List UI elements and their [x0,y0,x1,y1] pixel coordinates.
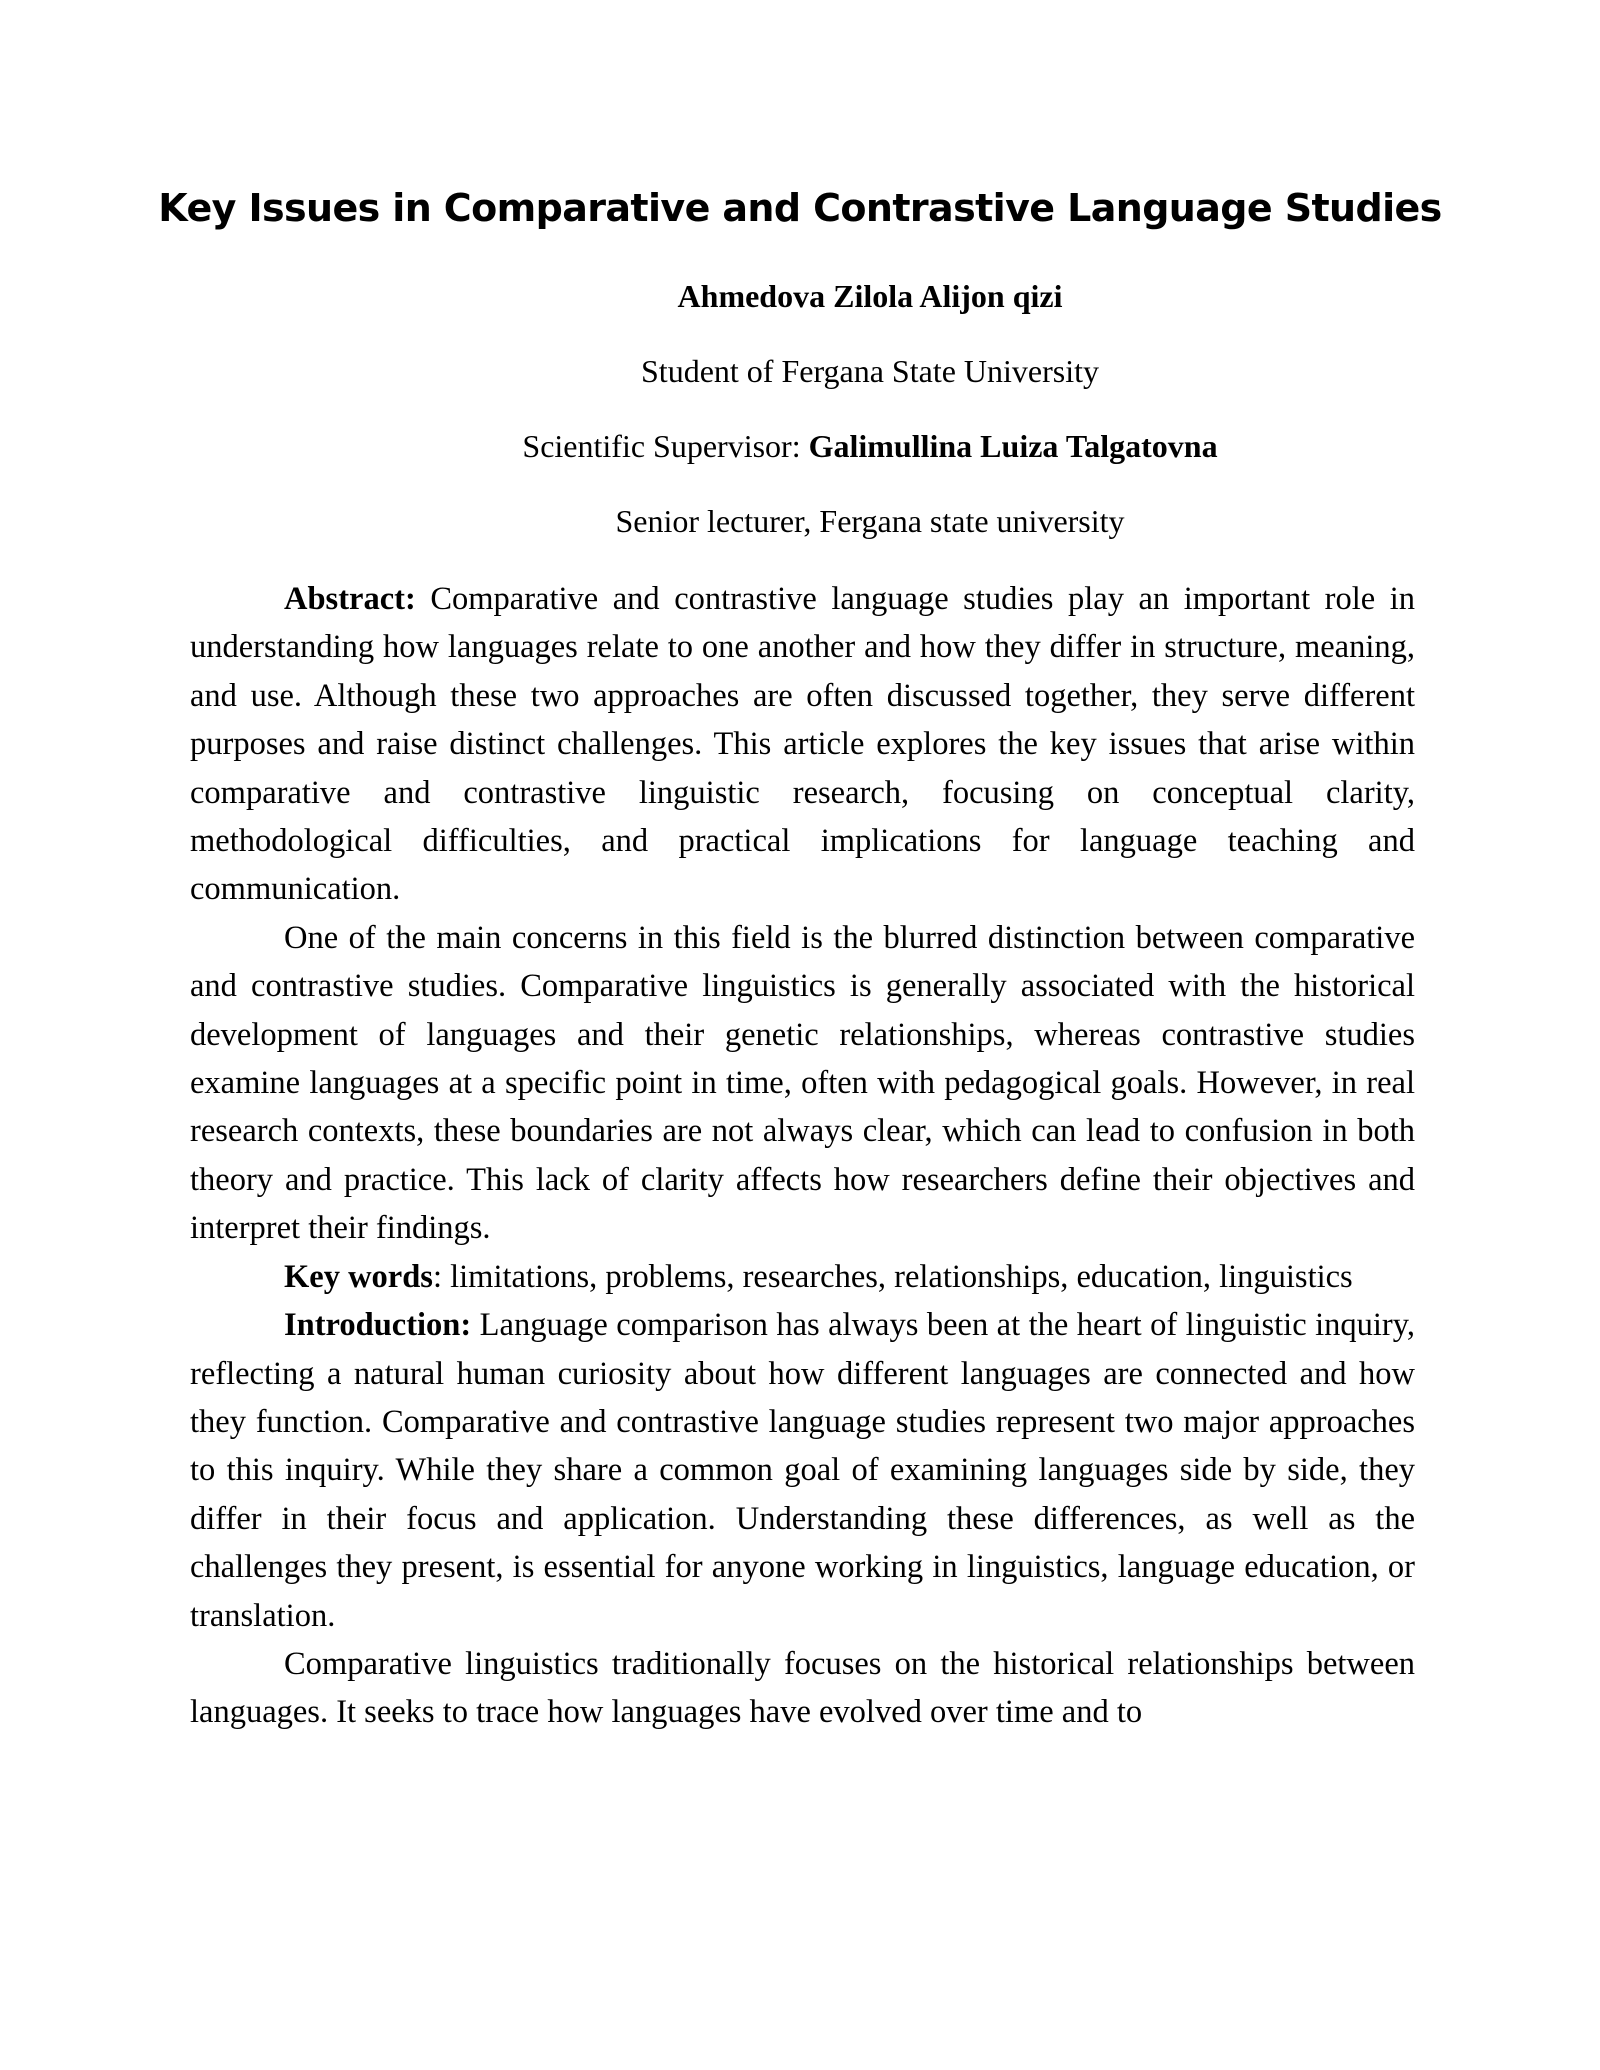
author-affiliation: Student of Fergana State University [641,353,1099,389]
author-name: Ahmedova Zilola Alijon qizi [677,278,1063,314]
body-paragraph-comparative: Comparative linguistics traditionally focuses on the historical relationships between languages. It seeks to trace how languages have evolved over time and to [190,1645,1415,1731]
keywords-text: : limitations, problems, researches, relationships, education, linguistics [432,1258,1353,1295]
body-paragraph-distinction: One of the main concerns in this field is the blurred distinction between comparative and contrastive studies. Comparative linguistics is generally associated with the historical development of languages and their genetic relationships, whereas contrastive studies examine languages at a specific point in time, often with pedagogical goals. However, in real research contexts, these boundaries are not always clear, which can lead to confusion in both theory and practice. This lack of clarity affects how researchers define their objectives and interpret their findings. [190,919,1415,1247]
supervisor-line [290,428,1450,465]
supervisor-name: Galimullina Luiza Talgatovna [808,428,1218,464]
supervisor-position: Senior lecturer, Fergana state university [615,503,1125,539]
abstract-text: Comparative and contrastive language studies play an important role in understanding how languages relate to one another and how they differ in structure, meaning, and use. Although these two approaches are often discussed together, they serve different purposes and raise distinct challenges. This article explores the key issues that arise within comparative and contrastive linguistic research, focusing on conceptual clarity, methodological difficulties, and practical implications for language teaching and communication. [190,581,1415,908]
introduction-label: Introduction: [284,1307,472,1344]
introduction-paragraph [190,1301,1415,1640]
introduction-text: Language comparison has always been at the heart of linguistic inquiry, reflecting a natural human curiosity about how different languages are connected and how they function. Comparative and contrastive language studies represent two major approaches to this inquiry. While they share a common goal of examining languages side by side, they differ in their focus and application. Understanding these differences, as well as the challenges they present, is essential for anyone working in linguistics, language education, or translation. [190,1307,1415,1634]
paper-body [190,575,1415,1737]
paper-title: Key Issues in Comparative and Contrastive Language Studies [158,186,1442,230]
keywords-paragraph [190,1253,1415,1301]
keywords-label: Key words [284,1258,433,1295]
supervisor-label: Scientific Supervisor: [522,428,809,464]
abstract-label: Abstract: [284,581,416,617]
abstract-paragraph [190,575,1415,914]
